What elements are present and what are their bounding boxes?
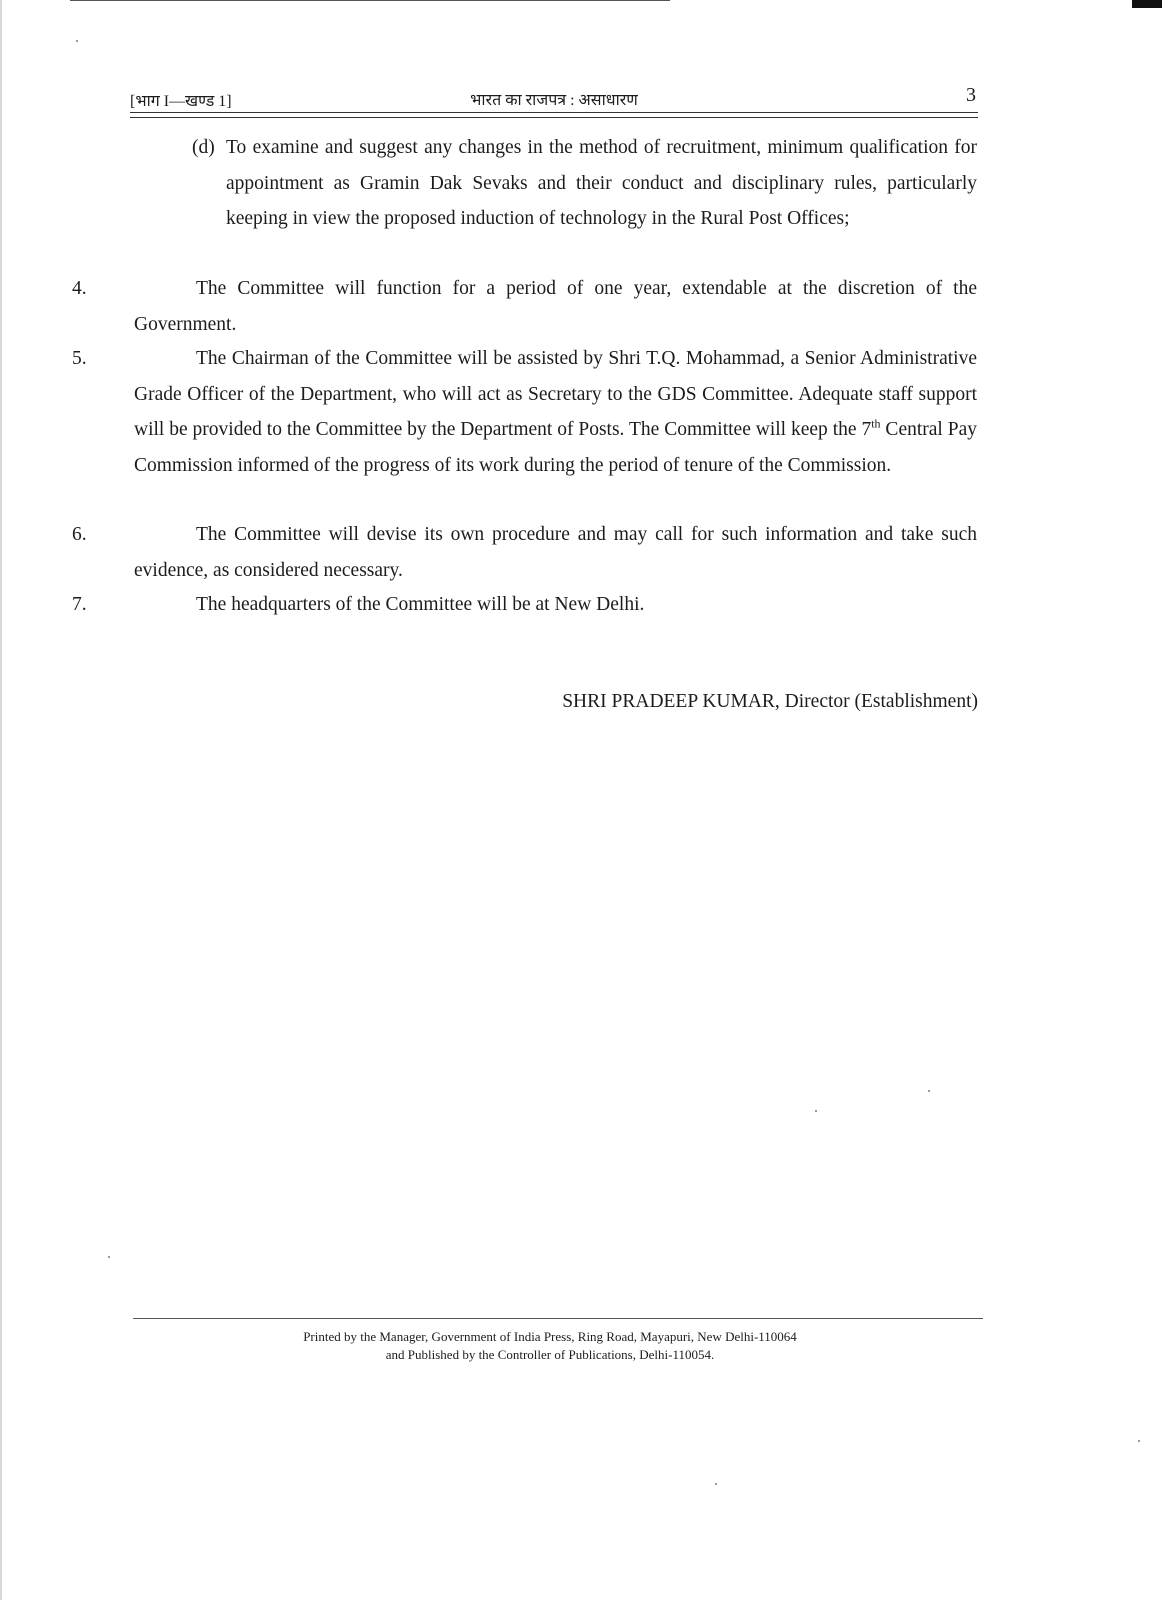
scan-corner-mark [1132,0,1162,8]
scan-speck [108,1256,110,1258]
scan-top-edge-line [70,0,670,1]
gazette-title: भारत का राजपत्र : असाधारण [470,92,638,109]
paragraph-number: 7. [72,594,87,615]
paragraph-text: The Committee will function for a period of one year, extendable at the discretion of the Government. [134,278,977,335]
paragraph-number: 6. [72,524,87,545]
signatory: SHRI PRADEEP KUMAR, Director (Establishment) [562,691,978,712]
part-label: [भाग I—खण्ड 1] [130,93,232,110]
scan-left-edge [0,0,2,1600]
paragraph-text: The Chairman of the Committee will be assisted by Shri T.Q. Mohammad, a Senior Administrative Grade Officer of the Department, who will act as Secretary to the GDS Committee. Adequate staff support will be provided to the Committee by the Department of Posts. The Committee will keep the 7 [134,348,977,440]
paragraph-item-d [192,130,977,237]
page-number: 3 [966,84,976,106]
scan-speck [928,1090,930,1092]
scan-speck [1138,1440,1140,1442]
page-header [130,84,978,110]
superscript: th [871,416,881,431]
paragraph-4 [72,271,977,342]
imprint-line-1: Printed by the Manager, Government of India Press, Ring Road, Mayapuri, New Delhi-110064 [303,1329,797,1344]
paragraph-text: The Committee will devise its own procedure and may call for such information and take such evidence, as considered necessary. [134,524,977,581]
paragraph-number: 5. [72,348,87,369]
paragraph-7 [72,587,977,623]
paragraph-text: To examine and suggest any changes in the method of recruitment, minimum qualification for appointment as Gramin Dak Sevaks and their conduct and disciplinary rules, particularly keeping in view the proposed induction of technology in the Rural Post Offices; [226,137,977,229]
printer-imprint [200,1328,900,1364]
footer-rule [133,1318,983,1319]
scan-speck [815,1110,817,1112]
item-label: (d) [192,137,215,158]
imprint-line-2: and Published by the Controller of Publications, Delhi-110054. [385,1347,715,1362]
header-rule [130,112,978,113]
paragraph-text: The headquarters of the Committee will be at New Delhi. [196,594,645,615]
paragraph-number: 4. [72,278,87,299]
paragraph-6 [72,517,977,588]
paragraph-5 [72,341,977,483]
scan-speck [715,1483,717,1485]
scan-speck [76,40,78,42]
paragraph-text-continued: Central Pay Commission informed of the progress of its work during the period of tenure of the Commission. [134,419,977,476]
header-rule-double [130,117,978,118]
